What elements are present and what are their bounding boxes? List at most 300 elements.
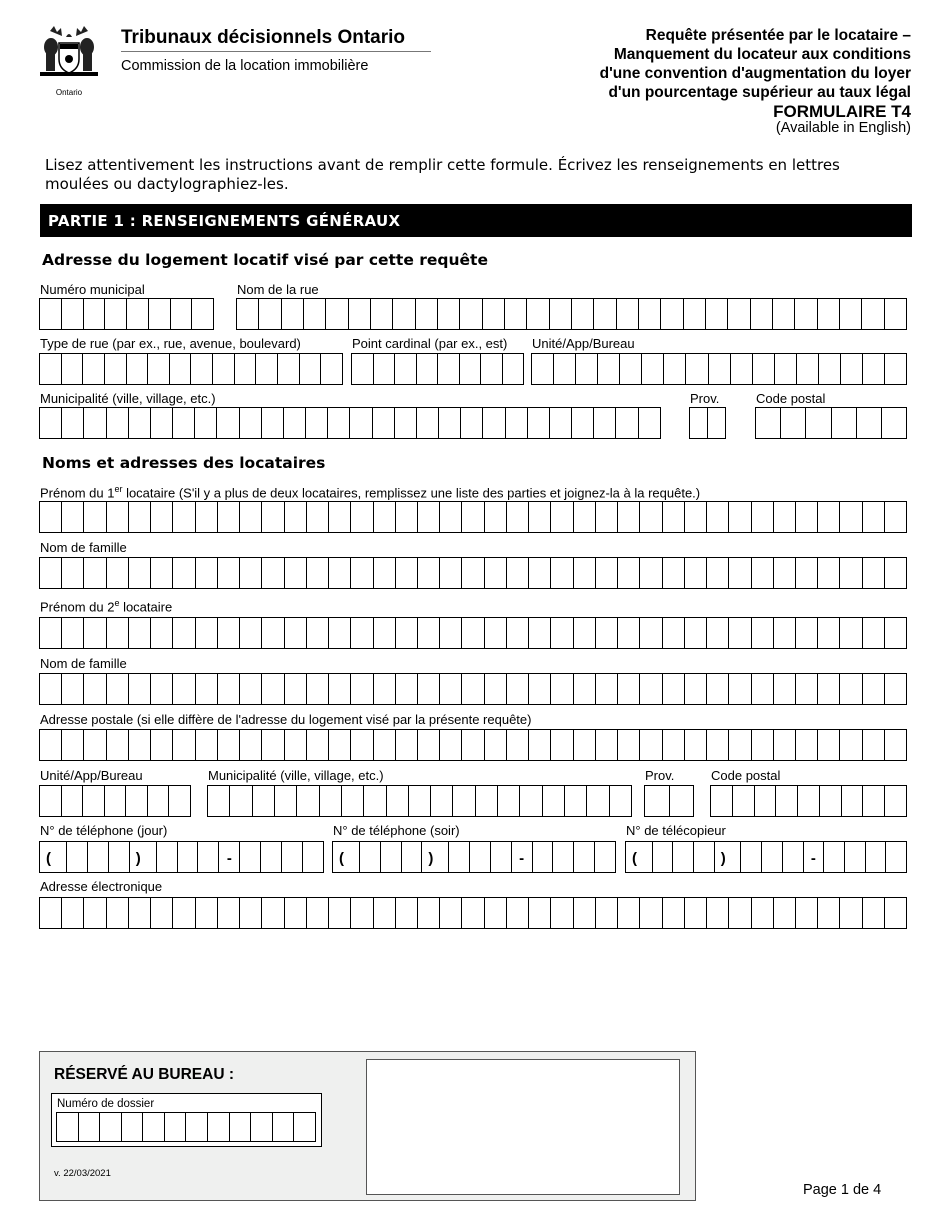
char-box[interactable] (262, 618, 284, 648)
char-box[interactable] (729, 502, 751, 532)
char-box[interactable] (483, 299, 505, 329)
char-box[interactable] (218, 618, 240, 648)
char-box[interactable] (307, 674, 329, 704)
char-box[interactable] (885, 786, 906, 816)
char-box[interactable] (885, 898, 906, 928)
char-box[interactable] (781, 408, 806, 438)
char-box[interactable] (107, 558, 129, 588)
phone-glyph-close[interactable]: ) (422, 842, 449, 872)
char-box[interactable] (797, 354, 819, 384)
char-box[interactable] (505, 299, 527, 329)
char-box[interactable] (129, 558, 151, 588)
char-box[interactable] (543, 786, 565, 816)
char-box[interactable] (574, 618, 596, 648)
char-box[interactable] (707, 558, 729, 588)
char-box[interactable] (731, 354, 753, 384)
char-box[interactable] (885, 618, 906, 648)
char-box[interactable] (387, 786, 409, 816)
char-box[interactable] (670, 786, 694, 816)
char-box[interactable] (461, 408, 483, 438)
char-box[interactable] (240, 558, 262, 588)
municipality-field[interactable] (39, 407, 661, 439)
char-box[interactable] (321, 354, 342, 384)
postal-code-field[interactable] (755, 407, 907, 439)
char-box[interactable] (462, 502, 484, 532)
char-box[interactable] (663, 502, 685, 532)
char-box[interactable] (364, 786, 386, 816)
char-box[interactable] (598, 354, 620, 384)
char-box[interactable] (129, 898, 151, 928)
char-box[interactable] (485, 558, 507, 588)
char-box[interactable] (640, 502, 662, 532)
char-box[interactable] (107, 730, 129, 760)
phone-glyph-open[interactable]: ( (333, 842, 360, 872)
char-box[interactable] (618, 730, 640, 760)
char-box[interactable] (440, 618, 462, 648)
char-box[interactable] (756, 408, 781, 438)
char-box[interactable] (84, 730, 106, 760)
char-box[interactable] (107, 674, 129, 704)
char-box[interactable] (208, 1113, 230, 1141)
char-box[interactable] (618, 618, 640, 648)
char-box[interactable] (775, 354, 797, 384)
fax-field[interactable] (625, 841, 907, 873)
char-box[interactable] (129, 502, 151, 532)
char-box[interactable] (774, 674, 796, 704)
char-box[interactable] (431, 786, 453, 816)
char-box[interactable] (285, 730, 307, 760)
char-box[interactable] (396, 898, 418, 928)
char-box[interactable] (752, 898, 774, 928)
char-box[interactable] (653, 842, 674, 872)
char-box[interactable] (306, 408, 328, 438)
char-box[interactable] (196, 618, 218, 648)
char-box[interactable] (550, 299, 572, 329)
char-box[interactable] (374, 674, 396, 704)
char-box[interactable] (798, 786, 820, 816)
char-box[interactable] (840, 618, 862, 648)
char-box[interactable] (396, 502, 418, 532)
char-box[interactable] (261, 842, 282, 872)
char-box[interactable] (639, 299, 661, 329)
char-box[interactable] (840, 730, 862, 760)
phone-day-field[interactable] (39, 841, 324, 873)
char-box[interactable] (863, 730, 885, 760)
char-box[interactable] (84, 299, 106, 329)
char-box[interactable] (307, 898, 329, 928)
char-box[interactable] (240, 842, 261, 872)
char-box[interactable] (752, 502, 774, 532)
char-box[interactable] (885, 730, 906, 760)
char-box[interactable] (173, 408, 195, 438)
char-box[interactable] (418, 558, 440, 588)
char-box[interactable] (818, 898, 840, 928)
char-box[interactable] (520, 786, 542, 816)
char-box[interactable] (664, 354, 686, 384)
char-box[interactable] (395, 354, 417, 384)
char-box[interactable] (460, 299, 482, 329)
char-box[interactable] (863, 674, 885, 704)
char-box[interactable] (642, 354, 664, 384)
phone-glyph-open[interactable]: ( (626, 842, 653, 872)
char-box[interactable] (528, 408, 550, 438)
char-box[interactable] (191, 354, 213, 384)
char-box[interactable] (57, 1113, 79, 1141)
char-box[interactable] (796, 502, 818, 532)
char-box[interactable] (262, 674, 284, 704)
char-box[interactable] (774, 898, 796, 928)
char-box[interactable] (440, 898, 462, 928)
char-box[interactable] (845, 842, 866, 872)
char-box[interactable] (752, 674, 774, 704)
char-box[interactable] (107, 408, 129, 438)
char-box[interactable] (169, 786, 190, 816)
char-box[interactable] (262, 502, 284, 532)
char-box[interactable] (574, 558, 596, 588)
char-box[interactable] (752, 618, 774, 648)
char-box[interactable] (610, 786, 631, 816)
char-box[interactable] (503, 354, 524, 384)
char-box[interactable] (842, 786, 864, 816)
char-box[interactable] (485, 674, 507, 704)
char-box[interactable] (574, 898, 596, 928)
char-box[interactable] (729, 898, 751, 928)
char-box[interactable] (663, 730, 685, 760)
char-box[interactable] (574, 502, 596, 532)
char-box[interactable] (262, 408, 284, 438)
char-box[interactable] (618, 674, 640, 704)
char-box[interactable] (596, 502, 618, 532)
char-box[interactable] (554, 354, 576, 384)
char-box[interactable] (706, 299, 728, 329)
char-box[interactable] (587, 786, 609, 816)
char-box[interactable] (105, 299, 127, 329)
char-box[interactable] (550, 408, 572, 438)
char-box[interactable] (774, 558, 796, 588)
char-box[interactable] (462, 618, 484, 648)
tenant-municipality-field[interactable] (207, 785, 632, 817)
char-box[interactable] (863, 618, 885, 648)
char-box[interactable] (711, 786, 733, 816)
unit-field[interactable] (531, 353, 907, 385)
char-box[interactable] (783, 842, 804, 872)
char-box[interactable] (396, 674, 418, 704)
char-box[interactable] (195, 408, 217, 438)
char-box[interactable] (507, 730, 529, 760)
char-box[interactable] (40, 898, 62, 928)
char-box[interactable] (686, 354, 708, 384)
char-box[interactable] (122, 1113, 144, 1141)
char-box[interactable] (396, 618, 418, 648)
char-box[interactable] (862, 299, 884, 329)
char-box[interactable] (307, 502, 329, 532)
char-box[interactable] (381, 842, 402, 872)
char-box[interactable] (796, 898, 818, 928)
char-box[interactable] (329, 618, 351, 648)
char-box[interactable] (418, 730, 440, 760)
char-box[interactable] (173, 502, 195, 532)
char-box[interactable] (329, 898, 351, 928)
char-box[interactable] (40, 299, 62, 329)
char-box[interactable] (303, 842, 323, 872)
char-box[interactable] (218, 558, 240, 588)
char-box[interactable] (576, 354, 598, 384)
char-box[interactable] (240, 408, 262, 438)
char-box[interactable] (574, 842, 595, 872)
char-box[interactable] (755, 786, 777, 816)
char-box[interactable] (253, 786, 275, 816)
char-box[interactable] (329, 558, 351, 588)
char-box[interactable] (235, 354, 257, 384)
char-box[interactable] (818, 674, 840, 704)
char-box[interactable] (485, 618, 507, 648)
char-box[interactable] (171, 299, 193, 329)
char-box[interactable] (507, 618, 529, 648)
char-box[interactable] (62, 674, 84, 704)
char-box[interactable] (818, 730, 840, 760)
char-box[interactable] (62, 354, 84, 384)
char-box[interactable] (329, 502, 351, 532)
char-box[interactable] (307, 558, 329, 588)
char-box[interactable] (256, 354, 278, 384)
char-box[interactable] (328, 408, 350, 438)
char-box[interactable] (165, 1113, 187, 1141)
char-box[interactable] (285, 898, 307, 928)
phone-glyph-dash[interactable]: - (219, 842, 240, 872)
char-box[interactable] (409, 786, 431, 816)
char-box[interactable] (462, 898, 484, 928)
prov-field[interactable] (689, 407, 726, 439)
char-box[interactable] (218, 502, 240, 532)
char-box[interactable] (196, 558, 218, 588)
char-box[interactable] (840, 674, 862, 704)
char-box[interactable] (507, 558, 529, 588)
char-box[interactable] (438, 299, 460, 329)
char-box[interactable] (618, 898, 640, 928)
char-box[interactable] (62, 299, 84, 329)
char-box[interactable] (173, 618, 195, 648)
char-box[interactable] (173, 898, 195, 928)
char-box[interactable] (84, 558, 106, 588)
char-box[interactable] (462, 674, 484, 704)
char-box[interactable] (832, 408, 857, 438)
char-box[interactable] (294, 1113, 315, 1141)
char-box[interactable] (818, 502, 840, 532)
char-box[interactable] (795, 299, 817, 329)
char-box[interactable] (62, 408, 84, 438)
char-box[interactable] (694, 842, 715, 872)
char-box[interactable] (196, 898, 218, 928)
char-box[interactable] (857, 408, 882, 438)
char-box[interactable] (273, 1113, 295, 1141)
char-box[interactable] (349, 299, 371, 329)
char-box[interactable] (640, 730, 662, 760)
char-box[interactable] (371, 299, 393, 329)
char-box[interactable] (351, 898, 373, 928)
char-box[interactable] (127, 299, 149, 329)
char-box[interactable] (62, 730, 84, 760)
char-box[interactable] (129, 674, 151, 704)
char-box[interactable] (262, 730, 284, 760)
char-box[interactable] (470, 842, 491, 872)
char-box[interactable] (438, 354, 460, 384)
char-box[interactable] (84, 408, 106, 438)
char-box[interactable] (840, 299, 862, 329)
char-box[interactable] (529, 674, 551, 704)
char-box[interactable] (373, 408, 395, 438)
char-box[interactable] (350, 408, 372, 438)
char-box[interactable] (840, 502, 862, 532)
char-box[interactable] (819, 354, 841, 384)
char-box[interactable] (533, 842, 554, 872)
char-box[interactable] (418, 898, 440, 928)
char-box[interactable] (230, 1113, 252, 1141)
char-box[interactable] (774, 730, 796, 760)
char-box[interactable] (418, 618, 440, 648)
email-field[interactable] (39, 897, 907, 929)
char-box[interactable] (329, 730, 351, 760)
char-box[interactable] (196, 730, 218, 760)
char-box[interactable] (278, 354, 300, 384)
char-box[interactable] (307, 730, 329, 760)
char-box[interactable] (882, 408, 906, 438)
char-box[interactable] (109, 842, 130, 872)
char-box[interactable] (157, 842, 178, 872)
char-box[interactable] (863, 786, 885, 816)
char-box[interactable] (127, 354, 149, 384)
char-box[interactable] (462, 558, 484, 588)
char-box[interactable] (240, 618, 262, 648)
char-box[interactable] (84, 898, 106, 928)
phone-glyph-close[interactable]: ) (130, 842, 157, 872)
char-box[interactable] (173, 674, 195, 704)
char-box[interactable] (774, 502, 796, 532)
char-box[interactable] (485, 730, 507, 760)
char-box[interactable] (40, 558, 62, 588)
char-box[interactable] (551, 502, 573, 532)
first-name-1-field[interactable] (39, 501, 907, 533)
char-box[interactable] (237, 299, 259, 329)
char-box[interactable] (105, 354, 127, 384)
char-box[interactable] (595, 842, 615, 872)
char-box[interactable] (886, 842, 906, 872)
char-box[interactable] (462, 730, 484, 760)
char-box[interactable] (685, 618, 707, 648)
char-box[interactable] (374, 730, 396, 760)
char-box[interactable] (440, 730, 462, 760)
char-box[interactable] (481, 354, 503, 384)
char-box[interactable] (67, 842, 88, 872)
char-box[interactable] (148, 786, 170, 816)
char-box[interactable] (529, 502, 551, 532)
char-box[interactable] (673, 842, 694, 872)
street-name-field[interactable] (236, 298, 907, 330)
char-box[interactable] (645, 786, 670, 816)
char-box[interactable] (282, 299, 304, 329)
char-box[interactable] (418, 674, 440, 704)
char-box[interactable] (572, 299, 594, 329)
char-box[interactable] (40, 618, 62, 648)
tenant-postal-code-field[interactable] (710, 785, 907, 817)
phone-glyph-open[interactable]: ( (40, 842, 67, 872)
char-box[interactable] (329, 674, 351, 704)
char-box[interactable] (751, 299, 773, 329)
char-box[interactable] (640, 558, 662, 588)
phone-glyph-close[interactable]: ) (715, 842, 742, 872)
char-box[interactable] (192, 299, 213, 329)
char-box[interactable] (84, 618, 106, 648)
char-box[interactable] (105, 786, 127, 816)
char-box[interactable] (240, 502, 262, 532)
char-box[interactable] (729, 730, 751, 760)
char-box[interactable] (639, 408, 660, 438)
char-box[interactable] (863, 898, 885, 928)
char-box[interactable] (729, 618, 751, 648)
char-box[interactable] (776, 786, 798, 816)
char-box[interactable] (440, 502, 462, 532)
char-box[interactable] (885, 354, 906, 384)
char-box[interactable] (551, 558, 573, 588)
char-box[interactable] (196, 502, 218, 532)
char-box[interactable] (186, 1113, 208, 1141)
char-box[interactable] (285, 558, 307, 588)
char-box[interactable] (596, 618, 618, 648)
char-box[interactable] (640, 898, 662, 928)
char-box[interactable] (129, 618, 151, 648)
char-box[interactable] (885, 502, 906, 532)
char-box[interactable] (806, 408, 831, 438)
char-box[interactable] (506, 408, 528, 438)
char-box[interactable] (840, 558, 862, 588)
char-box[interactable] (285, 502, 307, 532)
char-box[interactable] (284, 408, 306, 438)
char-box[interactable] (84, 674, 106, 704)
file-number-field[interactable] (56, 1112, 316, 1142)
char-box[interactable] (707, 502, 729, 532)
char-box[interactable] (251, 1113, 273, 1141)
char-box[interactable] (685, 730, 707, 760)
char-box[interactable] (596, 674, 618, 704)
char-box[interactable] (707, 898, 729, 928)
char-box[interactable] (440, 558, 462, 588)
char-box[interactable] (574, 730, 596, 760)
char-box[interactable] (151, 502, 173, 532)
char-box[interactable] (596, 898, 618, 928)
char-box[interactable] (40, 408, 62, 438)
char-box[interactable] (640, 618, 662, 648)
char-box[interactable] (818, 299, 840, 329)
char-box[interactable] (151, 558, 173, 588)
char-box[interactable] (240, 730, 262, 760)
char-box[interactable] (728, 299, 750, 329)
char-box[interactable] (663, 898, 685, 928)
char-box[interactable] (100, 1113, 122, 1141)
char-box[interactable] (40, 502, 62, 532)
char-box[interactable] (62, 786, 84, 816)
char-box[interactable] (300, 354, 322, 384)
last-name-2-field[interactable] (39, 673, 907, 705)
char-box[interactable] (565, 786, 587, 816)
char-box[interactable] (529, 730, 551, 760)
char-box[interactable] (418, 502, 440, 532)
char-box[interactable] (62, 502, 84, 532)
char-box[interactable] (40, 354, 62, 384)
char-box[interactable] (129, 730, 151, 760)
char-box[interactable] (840, 898, 862, 928)
char-box[interactable] (393, 299, 415, 329)
char-box[interactable] (351, 558, 373, 588)
char-box[interactable] (498, 786, 520, 816)
